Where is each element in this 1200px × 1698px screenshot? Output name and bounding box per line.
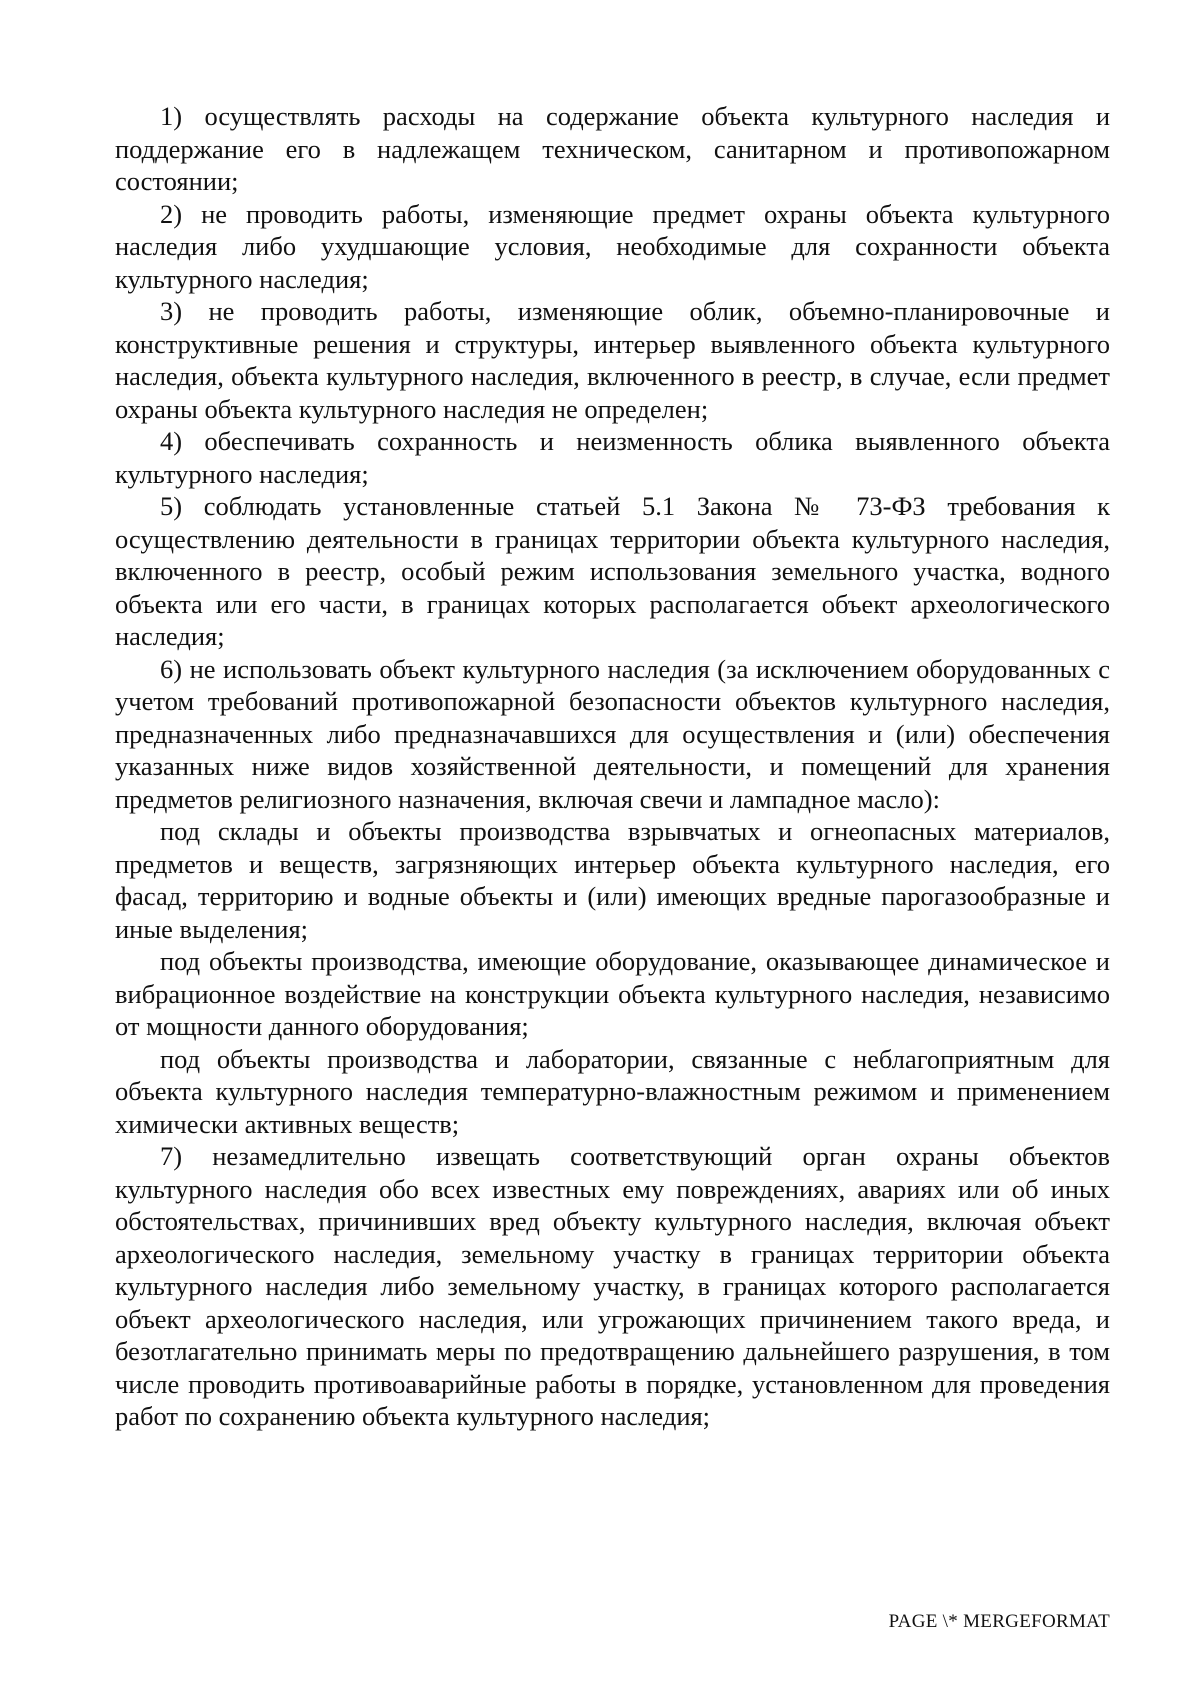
page-number-field: PAGE \* MERGEFORMAT — [888, 1611, 1110, 1632]
paragraph-subitem-storage: под склады и объекты производства взрывчатых и огнеопасных материалов, предметов и веществ, загрязняющих интерьер объекта культурного наследия, его фасад, территорию и водные объекты и (или) имеющих вредные парогазообразные и иные выделения; — [115, 816, 1110, 944]
paragraph-item-6: 6) не использовать объект культурного наследия (за исключением оборудованных с учетом требований противопожарной безопасности объектов культурного наследия, предназначенных либо предназначавшихся для осуществления и (или) обеспечения указанных ниже видов хозяйственной деятельности, и помещений для хранения предметов религиозного назначения, включая свечи и лампадное масло): — [115, 653, 1110, 814]
paragraph-item-4: 4) обеспечивать сохранность и неизменность облика выявленного объекта культурного наследия; — [115, 426, 1110, 489]
paragraph-item-1: 1) осуществлять расходы на содержание объекта культурного наследия и поддержание его в надлежащем техническом, санитарном и противопожарном состоянии; — [115, 101, 1110, 196]
paragraph-item-7: 7) незамедлительно извещать соответствующий орган охраны объектов культурного наследия обо всех известных ему повреждениях, авариях или об иных обстоятельствах, причинивших вред объекту культурного наследия, включая объект археологического наследия, земельному участку в границах территории объекта культурного наследия либо земельному участку, в границах которого располагается объект археологического наследия, или угрожающих причинением такого вреда, и безотлагательно принимать меры по предотвращению дальнейшего разрушения, в том числе проводить противоаварийные работы в порядке, установленном для проведения работ по сохранению объекта культурного наследия; — [115, 1141, 1110, 1431]
paragraph-subitem-vibration: под объекты производства, имеющие оборудование, оказывающее динамическое и вибрационное воздействие на конструкции объекта культурного наследия, независимо от мощности данного оборудования; — [115, 946, 1110, 1041]
paragraph-item-3: 3) не проводить работы, изменяющие облик, объемно-планировочные и конструктивные решения и структуры, интерьер выявленного объекта культурного наследия, объекта культурного наследия, включенного в реестр, в случае, если предмет охраны объекта культурного наследия не определен; — [115, 296, 1110, 424]
paragraph-item-2: 2) не проводить работы, изменяющие предмет охраны объекта культурного наследия либо ухудшающие условия, необходимые для сохранности объекта культурного наследия; — [115, 198, 1110, 294]
document-body — [115, 100, 1110, 1433]
paragraph-item-5: 5) соблюдать установленные статьей 5.1 Закона № 73-ФЗ требования к осуществлению деятельности в границах территории объекта культурного наследия, включенного в реестр, особый режим использования земельного участка, водного объекта или его части, в границах которых располагается объект археологического наследия; — [115, 491, 1110, 651]
paragraph-subitem-laboratories: под объекты производства и лаборатории, связанные с неблагоприятным для объекта культурного наследия температурно-влажностным режимом и применением химически активных веществ; — [115, 1043, 1110, 1139]
